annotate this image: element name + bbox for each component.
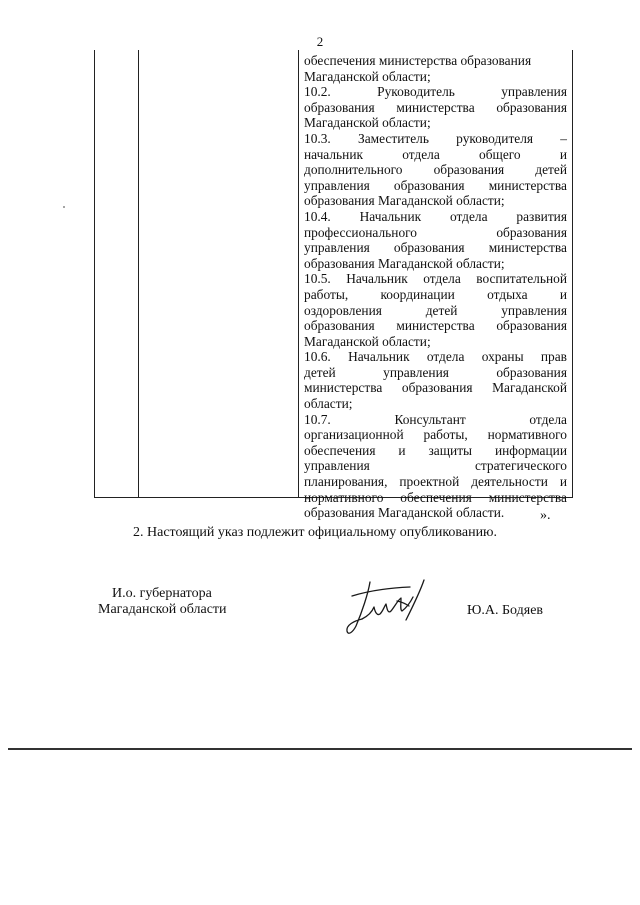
footer-rule	[8, 748, 632, 750]
handwritten-signature	[340, 574, 440, 646]
table-line: 10.4. Начальник отдела развития	[304, 208, 567, 224]
table-line: нормативного обеспечения министерства	[304, 489, 567, 505]
table-line: детей управления образования	[304, 364, 567, 380]
table-line: управления образования министерства	[304, 177, 567, 193]
table-line: управления образования министерства	[304, 240, 567, 256]
table-line: дополнительного образования детей	[304, 162, 567, 178]
table-line: области;	[304, 396, 353, 412]
table-line: 10.3. Заместитель руководителя –	[304, 130, 567, 146]
paragraph-2: 2. Настоящий указ подлежит официальному опубликованию.	[133, 525, 498, 540]
table-column-divider-2	[298, 50, 299, 498]
table-column-divider-1	[138, 50, 139, 498]
table-line: обеспечения и защиты информации	[304, 442, 567, 458]
signer-title-line-1: И.о. губернатора	[112, 586, 212, 601]
signer-title	[98, 586, 227, 618]
table-line: организационной работы, нормативного	[304, 427, 567, 443]
table-line: оздоровления детей управления	[304, 302, 567, 318]
signer-name: Ю.А. Бодяев	[467, 603, 544, 618]
table-line: образования Магаданской области;	[304, 255, 505, 271]
table-line: управления стратегического	[304, 458, 567, 474]
table-line: министерства образования Магаданской	[304, 380, 567, 396]
page-number: 2	[316, 34, 324, 49]
closing-quote: ».	[540, 508, 551, 523]
table-line: образования Магаданской области;	[304, 193, 505, 209]
signer-title-line-2: Магаданской области	[98, 602, 227, 617]
table-line: Магаданской области;	[304, 68, 431, 84]
table-line: Магаданской области;	[304, 115, 431, 131]
table-line: начальник отдела общего и	[304, 146, 567, 162]
table-line: образования Магаданской области.	[304, 505, 505, 521]
table-line: образования министерства образования	[304, 318, 567, 334]
table-cell-positions-list	[304, 53, 567, 521]
table-line: 10.6. Начальник отдела охраны прав	[304, 349, 567, 365]
table-line: образования министерства образования	[304, 99, 567, 115]
table-line: планирования, проектной деятельности и	[304, 474, 567, 490]
table-line: 10.7. Консультант отдела	[304, 411, 567, 427]
table-line: 10.5. Начальник отдела воспитательной	[304, 271, 567, 287]
table-line: профессионального образования	[304, 224, 567, 240]
scan-speck	[63, 206, 65, 208]
table-line: обеспечения министерства образования	[304, 53, 532, 68]
table-line: работы, координации отдыха и	[304, 286, 567, 302]
table-line: Магаданской области;	[304, 333, 431, 349]
table-line: 10.2. Руководитель управления	[304, 84, 567, 100]
